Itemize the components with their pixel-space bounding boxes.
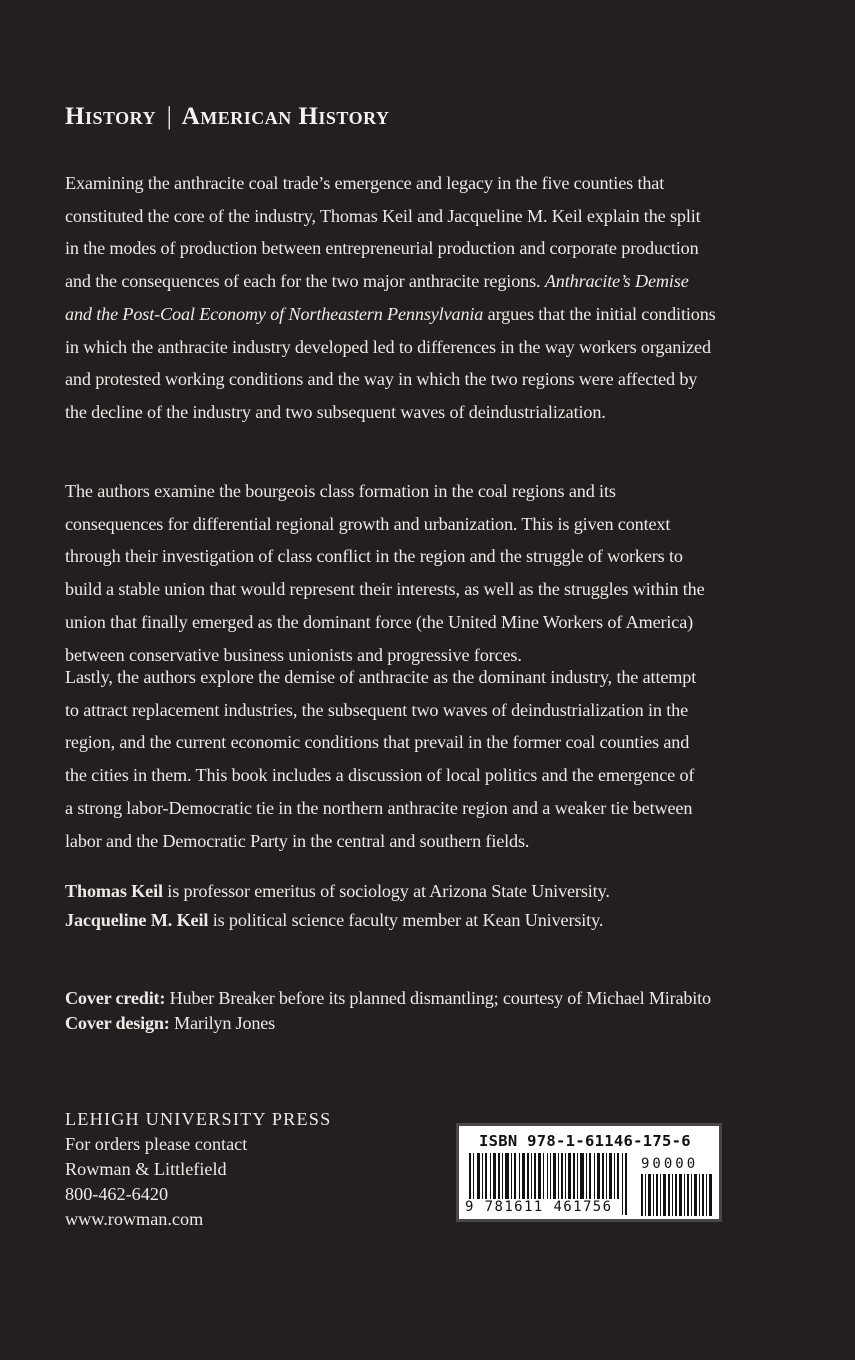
text-fragment: and the consequences of each for the two major anthracite regions. — [65, 271, 545, 292]
category-primary: History — [65, 103, 157, 130]
text-line — [65, 265, 825, 298]
text-line: the decline of the industry and two subsequent waves of deindustrialization. — [65, 401, 606, 422]
author-bios — [65, 877, 610, 934]
text-line: in which the anthracite industry developed led to differences in the way workers organized — [65, 336, 711, 357]
text-line: a strong labor-Democratic tie in the northern anthracite region and a weaker tie between — [65, 797, 693, 818]
publisher-block — [65, 1107, 331, 1232]
publisher-name: LEHIGH UNIVERSITY PRESS — [65, 1109, 332, 1129]
description-paragraph-2 — [65, 475, 825, 671]
text-line: Lastly, the authors explore the demise of anthracite as the dominant industry, the attempt — [65, 667, 697, 687]
distributor-name: Rowman & Littlefield — [65, 1159, 227, 1179]
book-title-part-1: Anthracite’s Demise — [544, 271, 689, 292]
text-line: Examining the anthracite coal trade’s emergence and legacy in the five counties that — [65, 173, 665, 193]
text-line: build a stable union that would represent their interests, as well as the struggles within the — [65, 579, 705, 600]
isbn-label: ISBN 978-1-61146-175-6 — [479, 1132, 691, 1150]
author-name: Thomas Keil — [65, 881, 163, 901]
author-bio-text: is professor emeritus of sociology at Arizona State University. — [162, 881, 610, 901]
cover-credit-label: Cover credit: — [65, 988, 166, 1008]
isbn-barcode — [456, 1123, 722, 1222]
text-line — [65, 298, 825, 331]
phone-number: 800-462-6420 — [65, 1184, 169, 1204]
category-heading — [65, 103, 389, 131]
text-line: through their investigation of class conflict in the region and the struggle of workers to — [65, 546, 683, 567]
price-addon-number: 90000 — [641, 1156, 699, 1172]
addon-barcode-icon — [641, 1174, 715, 1216]
text-line: union that finally emerged as the dominant force (the United Mine Workers of America) — [65, 611, 694, 632]
text-line: in the modes of production between entrepreneurial production and corporate production — [65, 238, 699, 259]
ean-digits: 9 781611 461756 — [465, 1199, 613, 1215]
description-paragraph-3 — [65, 661, 825, 857]
cover-credit-line — [65, 986, 711, 1011]
text-line: constituted the core of the industry, Thomas Keil and Jacqueline M. Keil explain the split — [65, 205, 701, 226]
text-line: and protested working conditions and the way in which the two regions were affected by — [65, 369, 698, 390]
cover-credits — [65, 986, 711, 1036]
text-line: labor and the Democratic Party in the central and southern fields. — [65, 830, 530, 851]
author-name: Jacqueline M. Keil — [65, 909, 209, 930]
text-line: between conservative business unionists and progressive forces. — [65, 644, 522, 665]
author-bio-1 — [65, 877, 610, 906]
cover-design-line — [65, 1011, 711, 1036]
book-title-part-2: and the Post-Coal Economy of Northeastern Pennsylvania — [65, 303, 484, 324]
description-paragraph-1 — [65, 167, 825, 429]
text-line: to attract replacement industries, the subsequent two waves of deindustrialization in the — [65, 699, 689, 720]
text-line: the cities in them. This book includes a discussion of local politics and the emergence of — [65, 765, 695, 786]
text-line: region, and the current economic conditions that prevail in the former coal counties and — [65, 732, 690, 753]
category-separator: | — [166, 103, 173, 130]
category-secondary: American History — [181, 103, 390, 130]
text-fragment: argues that the initial conditions — [487, 303, 716, 324]
cover-credit-value: Huber Breaker before its planned dismantling; courtesy of Michael Mirabito — [165, 988, 711, 1008]
text-line: consequences for differential regional growth and urbanization. This is given context — [65, 513, 671, 534]
author-bio-2 — [65, 906, 610, 935]
website-link[interactable]: www.rowman.com — [65, 1209, 204, 1229]
text-line: The authors examine the bourgeois class formation in the coal regions and its — [65, 481, 616, 501]
orders-line: For orders please contact — [65, 1134, 248, 1154]
author-bio-text: is political science faculty member at Kean University. — [208, 909, 604, 930]
cover-design-value: Marilyn Jones — [169, 1013, 275, 1033]
cover-design-label: Cover design: — [65, 1013, 170, 1033]
